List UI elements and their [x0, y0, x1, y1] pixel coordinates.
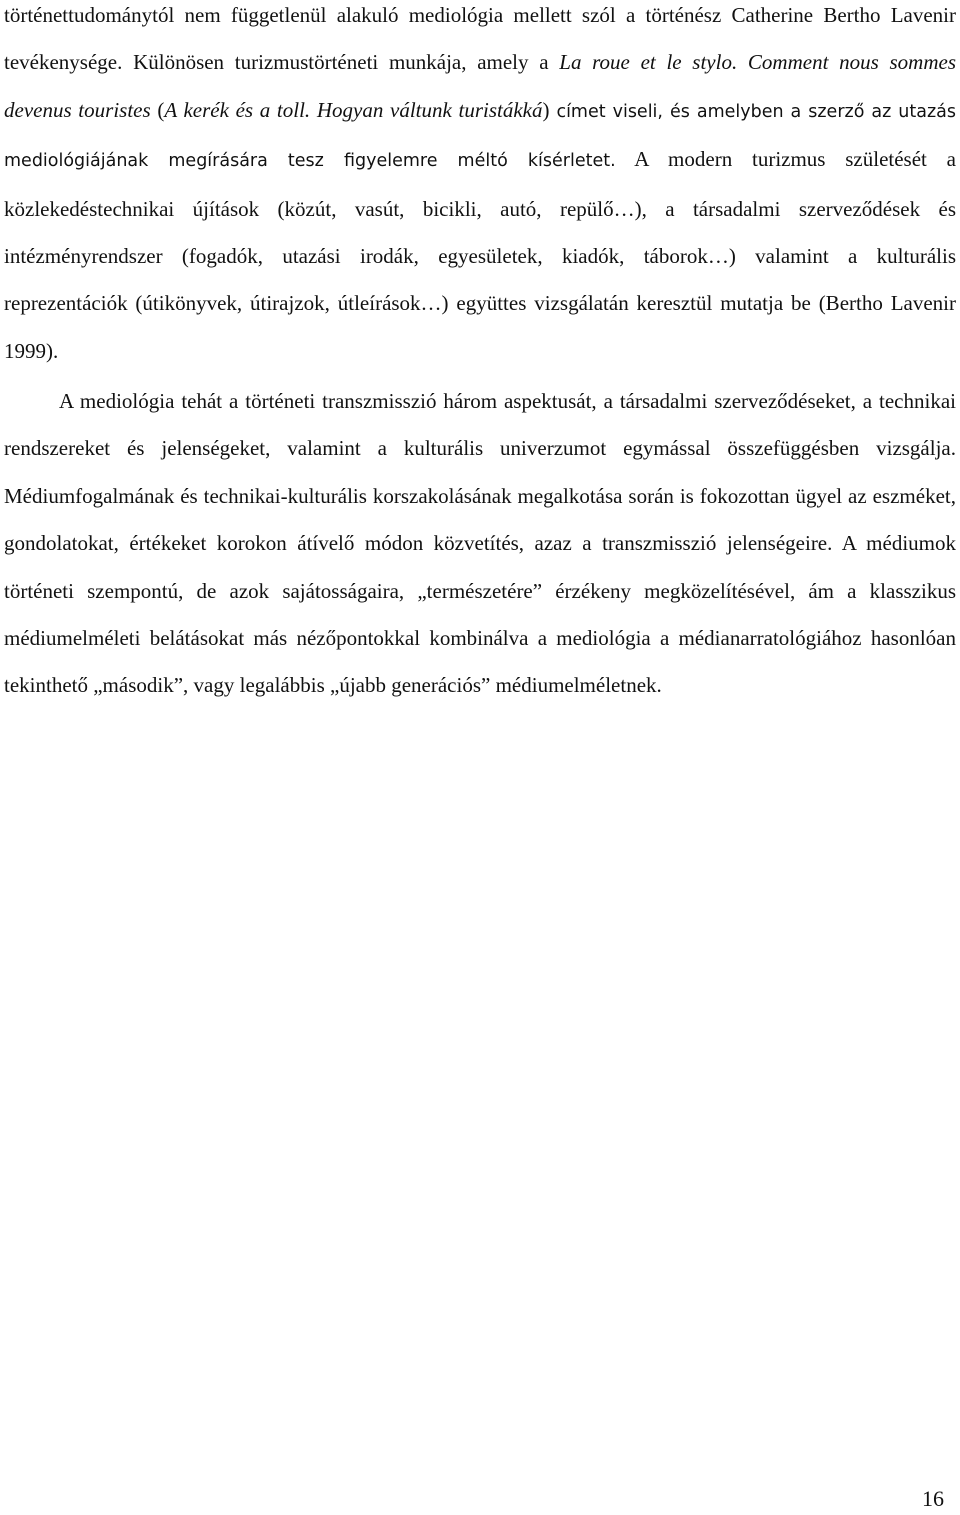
paragraph-2-main: A mediológia tehát a történeti transzmisszió három aspektusát, a társadalmi szerveződéseket, a technikai rendszereket és jelenségeket, valamint a kulturális univerzumot egymással összefüggésben vizsgálja. Médiumfogalmának és technikai-kulturális korszakolásának megalkotása során is fokozottan ügyel az eszméket, gondolatokat, értékeket korokon átívelő módon közvetítés, azaz a transzmisszió jelenségeire. A médiumok történeti szempontú, de azok sajátosságaira, „természetére” érzékeny megközelítésével, ám a klasszikus médiumelméleti belátásokat más nézőpontokkal kombinálva a mediológia a médianarratológiához hasonlóan tekinthető „második”, vagy legalábbis [4, 389, 956, 698]
paragraph-2-tail-quote: „újabb generációs” médiumelméletnek. [330, 673, 662, 698]
paragraph-1 [4, 0, 956, 375]
paragraph-1-closing: A modern turizmus születését a közlekedéstechnikai újítások (közút, vasút, bicikli, autó, repülő…), a társadalmi szerveződések és intézményrendszer (fogadók, utazási irodák, egyesületek, kiadók, táborok…) valamint a kulturális reprezentációk (útikönyvek, útirajzok, útleírások…) együttes vizsgálatán keresztül mutatja be (Bertho Lavenir 1999). [4, 147, 956, 363]
paren-open: ( [150, 97, 165, 122]
page-number: 16 [922, 1486, 944, 1511]
paragraph-1-opening: történettudománytól nem függetlenül alakuló mediológia mellett szól a történész Catherine Bertho Lavenir tevékenysége. Különösen turizmustörténeti munkája, amely a [4, 3, 956, 75]
paragraph-2-body [4, 378, 956, 710]
paragraph-1-sans-segment: címet viseli, és amelyben a szerző az utazás mediológiájának megírására tesz figyelemre méltó kísérletet. [4, 101, 956, 172]
paragraph-2 [4, 378, 956, 710]
book-title-hungarian: A kerék és a toll. Hogyan váltunk turistákká [164, 97, 543, 122]
book-title-french: La roue et le stylo. Comment nous sommes devenus touristes [4, 50, 956, 122]
paren-close: ) [542, 97, 550, 122]
